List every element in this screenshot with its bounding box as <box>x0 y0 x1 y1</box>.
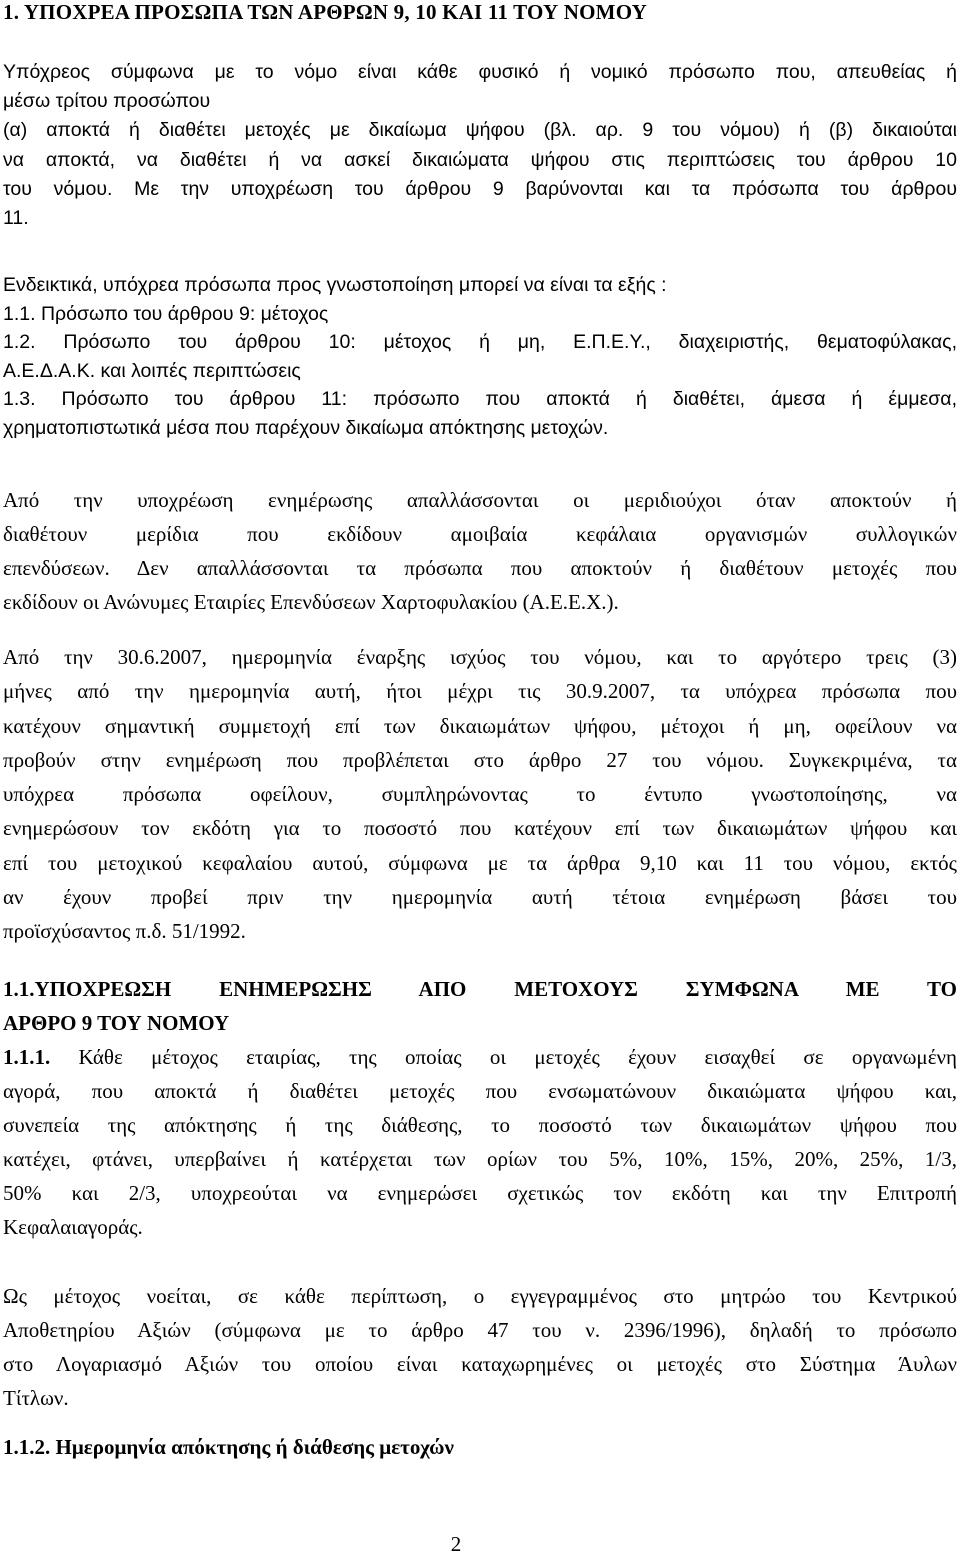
subsection-heading: 1.1.2. Ημερομηνία απόκτησης ή διάθεσης μετοχών <box>3 1435 454 1459</box>
text-line: Αποθετηρίου Αξιών (σύμφωνα με το άρθρο 47 του ν. 2396/1996), δηλαδή το πρόσωπο <box>3 1318 957 1342</box>
list-item: 1.2. Πρόσωπο του άρθρου 10: μέτοχος ή μη, Ε.Π.Ε.Υ., διαχειριστής, θεματοφύλακας, <box>3 331 957 354</box>
text-line: 50% και 2/3, υποχρεούται να ενημερώσει σχετικώς τον εκδότη και την Επιτροπή <box>3 1181 957 1205</box>
paragraph-deadline <box>3 640 957 949</box>
text-line: Υπόχρεος σύμφωνα με το νόμο είναι κάθε φυσικό ή νομικό πρόσωπο που, απευθείας ή <box>3 61 957 83</box>
text-line: προβούν στην ενημέρωση που προβλέπεται στο άρθρο 27 του νόμου. Συγκεκριμένα, τα <box>3 747 957 772</box>
text-line: να αποκτά, να διαθέτει ή να ασκεί δικαιώματα ψήφου στις περιπτώσεις του άρθρου 10 <box>3 148 957 171</box>
text-line: του νόμου. Με την υποχρέωση του άρθρου 9 βαρύνονται και τα πρόσωπα του άρθρου <box>3 177 957 200</box>
paragraph-exemptions <box>3 483 957 619</box>
text-line: συνεπεία της απόκτησης ή της διάθεσης, το ποσοστό των δικαιωμάτων ψήφου που <box>3 1113 957 1137</box>
text-line: προϊσχύσαντος π.δ. 51/1992. <box>3 919 246 944</box>
text-line: Από την υποχρέωση ενημέρωσης απαλλάσσονται οι μεριδιούχοι όταν αποκτούν ή <box>3 488 957 512</box>
text-line: επενδύσεων. Δεν απαλλάσσονται τα πρόσωπα που αποκτούν ή διαθέτουν μετοχές που <box>3 556 957 580</box>
text-line: 11. <box>3 207 29 230</box>
main-heading: 1. ΥΠΟΧΡΕΑ ΠΡΟΣΩΠΑ ΤΩΝ ΑΡΘΡΩΝ 9, 10 ΚΑΙ 11 ΤΟΥ ΝΟΜΟΥ <box>3 0 648 24</box>
text-line: μέσω τρίτου προσώπου <box>3 90 211 113</box>
list-item: 1.3. Πρόσωπο του άρθρου 11: πρόσωπο που αποκτά ή διαθέτει, άμεσα ή έμμεσα, <box>3 388 957 411</box>
list-item: 1.1. Πρόσωπο του άρθρου 9: μέτοχος <box>3 302 329 325</box>
text-line: (α) αποκτά ή διαθέτει μετοχές με δικαίωμα ψήφου (βλ. αρ. 9 του νόμου) ή (β) δικαιούται <box>3 119 957 142</box>
paragraph-obligated-persons <box>3 58 957 233</box>
heading-line: ΑΡΘΡΟ 9 ΤΟΥ ΝΟΜΟΥ <box>3 1011 230 1035</box>
text-line: κατέχει, φτάνει, υπερβαίνει ή κατέρχεται των ορίων του 5%, 10%, 15%, 20%, 25%, 1/3, <box>3 1147 957 1171</box>
text-line: διαθέτουν μερίδια που εκδίδουν αμοιβαία κεφάλαια οργανισμών συλλογικών <box>3 522 957 546</box>
section-heading <box>3 972 957 1040</box>
text-line: στο Λογαριασμό Αξιών του οποίου είναι καταχωρημένες οι μετοχές στο Σύστημα Άυλων <box>3 1352 957 1376</box>
text-line: Ενδεικτικά, υπόχρεα πρόσωπα προς γνωστοποίηση μπορεί να είναι τα εξής : <box>3 274 667 296</box>
text-line: Τίτλων. <box>3 1386 69 1410</box>
text-line: Ως μέτοχος νοείται, σε κάθε περίπτωση, ο εγγεγραμμένος στο μητρώο του Κεντρικού <box>3 1284 957 1308</box>
paragraph-shareholder-definition <box>3 1279 957 1415</box>
text-line: αν έχουν προβεί πριν την ημερομηνία αυτή τέτοια ενημέρωση βάσει του <box>3 885 957 910</box>
text-line: Κεφαλαιαγοράς. <box>3 1215 143 1239</box>
clause-number: 1.1.1. <box>3 1045 51 1069</box>
text-line: εκδίδουν οι Ανώνυμες Εταιρίες Επενδύσεων Χαρτοφυλακίου (Α.Ε.Ε.Χ.). <box>3 590 619 614</box>
paragraph-indicative-list <box>3 271 957 443</box>
text-line: Από την 30.6.2007, ημερομηνία έναρξης ισχύος του νόμου, και το αργότερο τρεις (3) <box>3 645 957 669</box>
text-line: αγορά, που αποκτά ή διαθέτει μετοχές που ενσωματώνουν δικαιώματα ψήφου και, <box>3 1079 957 1103</box>
text-line: υπόχρεα πρόσωπα οφείλουν, συμπληρώνοντας το έντυπο γνωστοποίησης, να <box>3 782 957 807</box>
text-line: μήνες από την ημερομηνία αυτή, ήτοι μέχρι τις 30.9.2007, τα υπόχρεα πρόσωπα που <box>3 679 957 704</box>
page-number: 2 <box>450 1532 462 1556</box>
text-line: κατέχουν σημαντική συμμετοχή επί των δικαιωμάτων ψήφου, μέτοχοι ή μη, οφείλουν να <box>3 713 957 738</box>
text-line: χρηματοπιστωτικά μέσα που παρέχουν δικαίωμα απόκτησης μετοχών. <box>3 416 609 439</box>
heading-line: 1.1.ΥΠΟΧΡΕΩΣΗ ΕΝΗΜΕΡΩΣΗΣ ΑΠΟ ΜΕΤΟΧΟΥΣ ΣΥΜΦΩΝΑ ΜΕ ΤΟ <box>3 977 957 1001</box>
text-line: επί του μετοχικού κεφαλαίου αυτού, σύμφωνα με τα άρθρα 9,10 και 11 του νόμου, εκτός <box>3 850 957 875</box>
text-line: ενημερώσουν τον εκδότη για το ποσοστό που κατέχουν επί των δικαιωμάτων ψήφου και <box>3 816 957 841</box>
paragraph-shareholder-duty <box>3 1040 957 1244</box>
text-line <box>3 1040 957 1074</box>
clause-text: Κάθε μέτοχος εταιρίας, της οποίας οι μετοχές έχουν εισαχθεί σε οργανωμένη <box>50 1045 957 1069</box>
text-line: Α.Ε.Δ.Α.Κ. και λοιπές περιπτώσεις <box>3 359 301 382</box>
